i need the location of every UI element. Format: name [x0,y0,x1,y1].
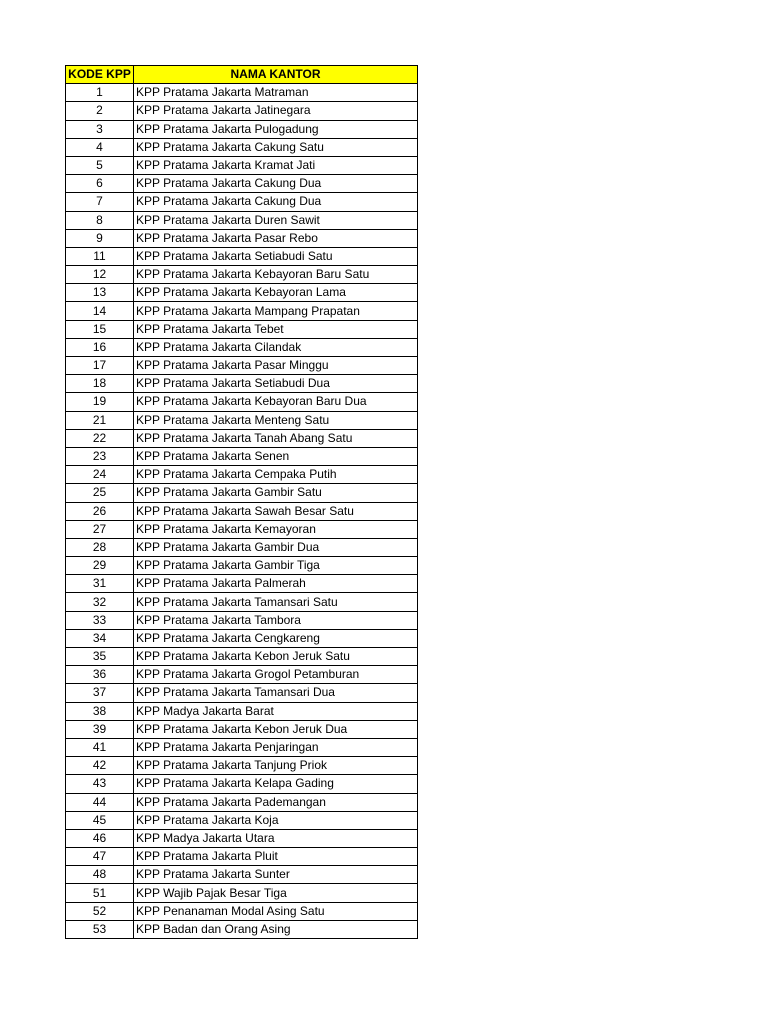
cell-nama-kantor[interactable]: KPP Pratama Jakarta Gambir Satu [134,484,418,502]
table-body [66,84,418,939]
cell-kode-kpp[interactable]: 5 [66,156,134,174]
header-nama-kantor[interactable]: NAMA KANTOR [134,66,418,84]
cell-nama-kantor[interactable]: KPP Madya Jakarta Barat [134,702,418,720]
cell-nama-kantor[interactable]: KPP Pratama Jakarta Tebet [134,320,418,338]
cell-nama-kantor[interactable]: KPP Pratama Jakarta Jatinegara [134,102,418,120]
table-row [66,520,418,538]
cell-nama-kantor[interactable]: KPP Pratama Jakarta Senen [134,447,418,465]
table-row [66,357,418,375]
table-row [66,538,418,556]
cell-nama-kantor[interactable]: KPP Pratama Jakarta Gambir Tiga [134,557,418,575]
table-row [66,593,418,611]
cell-kode-kpp[interactable]: 1 [66,84,134,102]
table-row [66,484,418,502]
cell-nama-kantor[interactable]: KPP Pratama Jakarta Tamansari Dua [134,684,418,702]
table-row [66,284,418,302]
cell-kode-kpp[interactable]: 6 [66,175,134,193]
cell-kode-kpp[interactable]: 47 [66,848,134,866]
table-row [66,502,418,520]
cell-kode-kpp[interactable]: 38 [66,702,134,720]
table-row [66,375,418,393]
cell-nama-kantor[interactable]: KPP Pratama Jakarta Pademangan [134,793,418,811]
cell-kode-kpp[interactable]: 29 [66,557,134,575]
cell-nama-kantor[interactable]: KPP Pratama Jakarta Menteng Satu [134,411,418,429]
cell-nama-kantor[interactable]: KPP Pratama Jakarta Pasar Minggu [134,357,418,375]
cell-nama-kantor[interactable]: KPP Pratama Jakarta Gambir Dua [134,538,418,556]
cell-kode-kpp[interactable]: 8 [66,211,134,229]
table-row [66,193,418,211]
cell-kode-kpp[interactable]: 14 [66,302,134,320]
cell-kode-kpp[interactable]: 44 [66,793,134,811]
cell-kode-kpp[interactable]: 33 [66,611,134,629]
cell-kode-kpp[interactable]: 13 [66,284,134,302]
cell-nama-kantor[interactable]: KPP Pratama Jakarta Tanjung Priok [134,757,418,775]
table-row [66,338,418,356]
table-row [66,648,418,666]
cell-nama-kantor[interactable]: KPP Pratama Jakarta Kebayoran Baru Satu [134,266,418,284]
cell-kode-kpp[interactable]: 22 [66,429,134,447]
cell-kode-kpp[interactable]: 26 [66,502,134,520]
table-row [66,611,418,629]
table-row [66,229,418,247]
table-row [66,466,418,484]
cell-nama-kantor[interactable]: KPP Pratama Jakarta Setiabudi Satu [134,247,418,265]
cell-nama-kantor[interactable]: KPP Pratama Jakarta Palmerah [134,575,418,593]
cell-nama-kantor[interactable]: KPP Wajib Pajak Besar Tiga [134,884,418,902]
cell-nama-kantor[interactable]: KPP Madya Jakarta Utara [134,829,418,847]
cell-kode-kpp[interactable]: 41 [66,738,134,756]
cell-nama-kantor[interactable]: KPP Pratama Jakarta Sawah Besar Satu [134,502,418,520]
table-row [66,320,418,338]
cell-kode-kpp[interactable]: 45 [66,811,134,829]
cell-kode-kpp[interactable]: 9 [66,229,134,247]
cell-nama-kantor[interactable]: KPP Pratama Jakarta Cakung Satu [134,138,418,156]
cell-kode-kpp[interactable]: 4 [66,138,134,156]
cell-kode-kpp[interactable]: 35 [66,648,134,666]
header-kode-kpp[interactable]: KODE KPP [66,66,134,84]
cell-kode-kpp[interactable]: 37 [66,684,134,702]
cell-nama-kantor[interactable]: KPP Pratama Jakarta Matraman [134,84,418,102]
table-row [66,175,418,193]
cell-kode-kpp[interactable]: 27 [66,520,134,538]
table-row [66,557,418,575]
cell-kode-kpp[interactable]: 52 [66,902,134,920]
table-row [66,738,418,756]
table-row [66,138,418,156]
cell-nama-kantor[interactable]: KPP Pratama Jakarta Cengkareng [134,629,418,647]
cell-nama-kantor[interactable]: KPP Pratama Jakarta Tamansari Satu [134,593,418,611]
cell-nama-kantor[interactable]: KPP Pratama Jakarta Tambora [134,611,418,629]
cell-kode-kpp[interactable]: 42 [66,757,134,775]
cell-nama-kantor[interactable]: KPP Pratama Jakarta Grogol Petamburan [134,666,418,684]
cell-nama-kantor[interactable]: KPP Pratama Jakarta Sunter [134,866,418,884]
table-row [66,702,418,720]
cell-nama-kantor[interactable]: KPP Pratama Jakarta Kebayoran Lama [134,284,418,302]
cell-kode-kpp[interactable]: 31 [66,575,134,593]
cell-kode-kpp[interactable]: 23 [66,447,134,465]
cell-nama-kantor[interactable]: KPP Pratama Jakarta Kramat Jati [134,156,418,174]
table-row [66,811,418,829]
table-row [66,829,418,847]
cell-kode-kpp[interactable]: 3 [66,120,134,138]
table-row [66,884,418,902]
cell-kode-kpp[interactable]: 46 [66,829,134,847]
cell-kode-kpp[interactable]: 21 [66,411,134,429]
table-row [66,393,418,411]
table-row [66,447,418,465]
table-row [66,920,418,938]
header-row [66,66,418,84]
table-row [66,84,418,102]
table-row [66,211,418,229]
table-row [66,429,418,447]
table-row [66,266,418,284]
cell-kode-kpp[interactable]: 28 [66,538,134,556]
table-row [66,848,418,866]
cell-kode-kpp[interactable]: 16 [66,338,134,356]
cell-nama-kantor[interactable]: KPP Pratama Jakarta Cakung Dua [134,175,418,193]
table-row [66,793,418,811]
cell-nama-kantor[interactable]: KPP Pratama Jakarta Tanah Abang Satu [134,429,418,447]
cell-kode-kpp[interactable]: 17 [66,357,134,375]
cell-nama-kantor[interactable]: KPP Pratama Jakarta Cakung Dua [134,193,418,211]
cell-kode-kpp[interactable]: 15 [66,320,134,338]
cell-kode-kpp[interactable]: 19 [66,393,134,411]
cell-nama-kantor[interactable]: KPP Pratama Jakarta Pulogadung [134,120,418,138]
table-row [66,629,418,647]
table-row [66,775,418,793]
spreadsheet-sheet [65,65,417,939]
cell-kode-kpp[interactable]: 36 [66,666,134,684]
table-row [66,247,418,265]
cell-nama-kantor[interactable]: KPP Pratama Jakarta Cilandak [134,338,418,356]
kpp-table [65,65,418,939]
cell-kode-kpp[interactable]: 34 [66,629,134,647]
cell-nama-kantor[interactable]: KPP Pratama Jakarta Koja [134,811,418,829]
table-row [66,411,418,429]
cell-kode-kpp[interactable]: 7 [66,193,134,211]
cell-kode-kpp[interactable]: 24 [66,466,134,484]
table-row [66,575,418,593]
cell-nama-kantor[interactable]: KPP Pratama Jakarta Kebon Jeruk Dua [134,720,418,738]
cell-kode-kpp[interactable]: 48 [66,866,134,884]
cell-kode-kpp[interactable]: 43 [66,775,134,793]
table-row [66,866,418,884]
cell-nama-kantor[interactable]: KPP Pratama Jakarta Kebon Jeruk Satu [134,648,418,666]
table-row [66,302,418,320]
table-row [66,156,418,174]
table-row [66,684,418,702]
table-row [66,102,418,120]
table-row [66,902,418,920]
cell-kode-kpp[interactable]: 51 [66,884,134,902]
cell-nama-kantor[interactable]: KPP Pratama Jakarta Setiabudi Dua [134,375,418,393]
cell-kode-kpp[interactable]: 2 [66,102,134,120]
cell-nama-kantor[interactable]: KPP Penanaman Modal Asing Satu [134,902,418,920]
cell-kode-kpp[interactable]: 18 [66,375,134,393]
cell-nama-kantor[interactable]: KPP Pratama Jakarta Pluit [134,848,418,866]
table-row [66,666,418,684]
cell-nama-kantor[interactable]: KPP Badan dan Orang Asing [134,920,418,938]
cell-nama-kantor[interactable]: KPP Pratama Jakarta Kemayoran [134,520,418,538]
cell-nama-kantor[interactable]: KPP Pratama Jakarta Pasar Rebo [134,229,418,247]
cell-nama-kantor[interactable]: KPP Pratama Jakarta Cempaka Putih [134,466,418,484]
cell-nama-kantor[interactable]: KPP Pratama Jakarta Duren Sawit [134,211,418,229]
cell-kode-kpp[interactable]: 12 [66,266,134,284]
cell-nama-kantor[interactable]: KPP Pratama Jakarta Mampang Prapatan [134,302,418,320]
cell-kode-kpp[interactable]: 11 [66,247,134,265]
cell-nama-kantor[interactable]: KPP Pratama Jakarta Kelapa Gading [134,775,418,793]
table-row [66,120,418,138]
cell-nama-kantor[interactable]: KPP Pratama Jakarta Penjaringan [134,738,418,756]
cell-nama-kantor[interactable]: KPP Pratama Jakarta Kebayoran Baru Dua [134,393,418,411]
table-row [66,720,418,738]
cell-kode-kpp[interactable]: 25 [66,484,134,502]
table-row [66,757,418,775]
cell-kode-kpp[interactable]: 53 [66,920,134,938]
cell-kode-kpp[interactable]: 39 [66,720,134,738]
table-header [66,66,418,84]
cell-kode-kpp[interactable]: 32 [66,593,134,611]
